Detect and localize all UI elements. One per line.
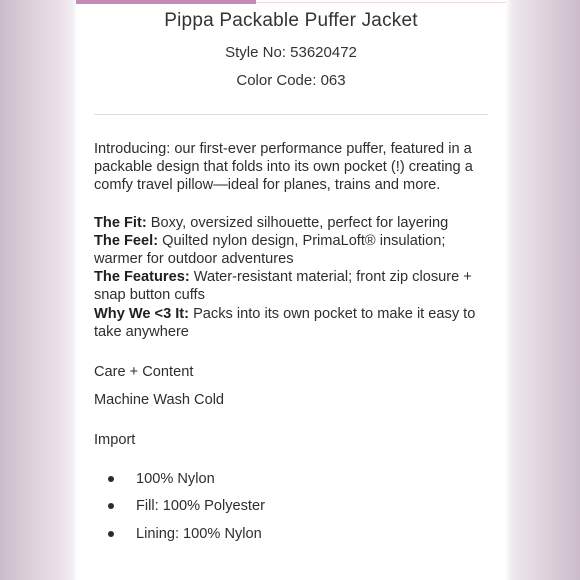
style-number: Style No: 53620472 [225, 44, 357, 61]
tab-indicator [76, 0, 256, 4]
feature-label: Why We <3 It: [94, 305, 190, 322]
care-heading: Care + Content [94, 364, 194, 381]
intro-text: Introducing: our first-ever performance puffer, featured in a packable design that folds into its own pocket (!) creating a comfy travel pillow—ideal for planes, trains and more. [94, 141, 473, 194]
feature-text: Boxy, oversized silhouette, perfect for layering [146, 214, 449, 231]
divider [94, 114, 488, 115]
feature-label: The Feel: [94, 232, 159, 249]
list-item [94, 525, 494, 553]
material-text: Fill: 100% Polyester [136, 498, 265, 515]
product-detail-panel [76, 0, 506, 580]
feature-why [94, 305, 494, 341]
list-item [94, 470, 494, 498]
materials-list [94, 470, 494, 553]
tab-rule [256, 2, 506, 3]
care-wash: Machine Wash Cold [94, 392, 225, 409]
feature-fit [94, 214, 494, 232]
bullet-icon [108, 476, 114, 482]
product-title: Pippa Packable Puffer Jacket [164, 10, 418, 31]
bullet-icon [108, 531, 114, 537]
feature-label: The Fit: [94, 214, 147, 231]
product-description [94, 140, 494, 552]
feature-feel [94, 232, 494, 268]
background-left [0, 0, 76, 580]
feature-text: Water-resistant material; front zip closure + snap button cuffs [94, 269, 472, 304]
color-code: Color Code: 063 [236, 72, 346, 89]
feature-text: Quilted nylon design, PrimaLoft® insulation; warmer for outdoor adventures [94, 232, 446, 268]
material-text: Lining: 100% Nylon [136, 525, 262, 542]
material-text: 100% Nylon [136, 470, 215, 487]
bullet-icon [108, 503, 114, 509]
feature-label: The Features: [94, 269, 190, 286]
background-right [504, 0, 580, 580]
feature-features [94, 268, 494, 304]
feature-text: Packs into its own pocket to make it easy to take anywhere [94, 305, 476, 340]
origin: Import [94, 432, 136, 449]
list-item [94, 497, 494, 525]
